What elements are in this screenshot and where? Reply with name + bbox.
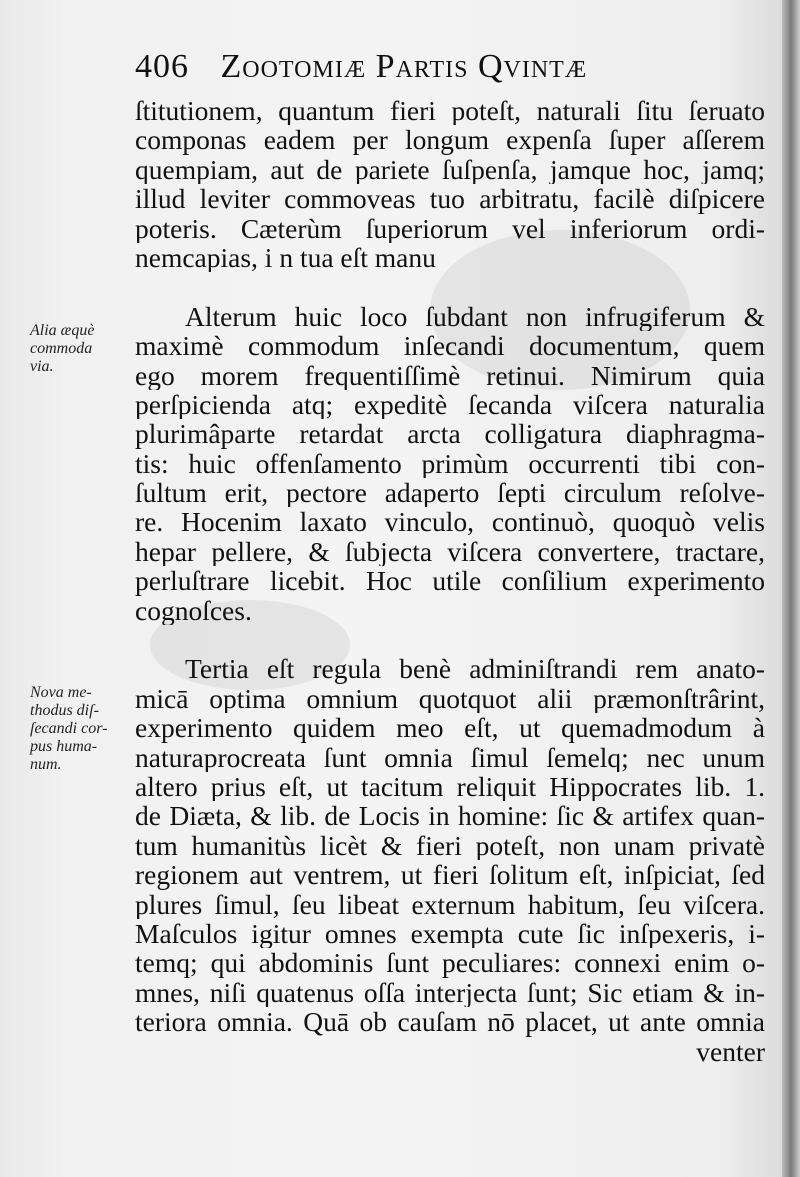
margin-note-line: Nova me- bbox=[30, 684, 92, 701]
text-line: ego morem frequentiſſimè retinui. Nimirum quia bbox=[135, 360, 765, 390]
text-line: altero prius eſt, ut tacitum reliquit Hippocrates lib. 1. bbox=[135, 771, 765, 802]
text-line: mnes, niſi quatenus oſſa interjecta ſunt; Sic etiam & in- bbox=[135, 977, 765, 1008]
margin-note-line: ſecandi cor- bbox=[30, 720, 108, 737]
text-line: regionem aut ventrem, ut fieri ſolitum eſt, inſpiciat, ſed bbox=[135, 860, 765, 890]
text-line: perluſtrare licebit. Hoc utile conſilium experimento bbox=[135, 566, 765, 596]
text-line: ſtitutionem, quantum fieri poteſt, naturali ſitu ſeruato bbox=[135, 96, 765, 126]
margin-note-line: thodus diſ- bbox=[30, 702, 99, 719]
text-body bbox=[135, 96, 765, 1066]
text-line: de Diæta, & lib. de Locis in homine: ſic & artifex quan- bbox=[135, 801, 765, 831]
text-line: illud leviter commoveas tuo arbitratu, facilè diſpicere bbox=[135, 184, 765, 214]
running-header bbox=[135, 48, 765, 92]
text-line: cognoſces. bbox=[135, 595, 252, 626]
text-line: naturaprocreata ſunt omnia ſimul ſemelq; nec unum bbox=[135, 742, 765, 772]
text-line: nemcapias, i n tua eſt manu bbox=[135, 242, 436, 273]
margin-note-line: Alia æquè bbox=[30, 322, 95, 339]
text-line: hepar pellere, & ſubjecta viſcera convertere, tractare, bbox=[135, 536, 765, 567]
text-line: tum humanitùs licèt & fieri poteſt, non unam privatè bbox=[135, 830, 765, 861]
text-line: re. Hocenim laxato vinculo, continuò, quoquò velis bbox=[135, 507, 765, 537]
text-line: ſultum erit, pectore adaperto ſepti circulum reſolve- bbox=[135, 478, 765, 508]
text-line: Maſculos igitur omnes exempta cute ſic inſpexeris, i- bbox=[135, 918, 765, 949]
text-line: plurimâparte retardat arcta colligatura diaphragma- bbox=[135, 419, 765, 449]
margin-note bbox=[30, 322, 130, 376]
text-line: Alterum huic loco ſubdant non infrugiferum & bbox=[185, 301, 765, 332]
page-number: 406 bbox=[135, 48, 189, 85]
paragraph bbox=[135, 302, 765, 625]
text-line: experimento quidem meo eſt, ut quemadmodum à bbox=[135, 713, 765, 743]
margin-note-line: num. bbox=[30, 756, 62, 773]
paragraph bbox=[135, 96, 765, 272]
running-title: Zootomiæ Partis Qvintæ bbox=[220, 48, 588, 85]
margin-note-line: commoda bbox=[30, 340, 93, 357]
margin-note-line: pus huma- bbox=[30, 738, 98, 755]
margin-note bbox=[30, 684, 130, 774]
text-line: poteris. Cæterùm ſuperiorum vel inferiorum ordi- bbox=[135, 213, 765, 243]
text-line: Tertia eſt regula benè adminiſtrandi rem anato- bbox=[185, 654, 765, 684]
text-line: temq; qui abdominis ſunt peculiares: connexi enim o- bbox=[135, 948, 765, 978]
text-line: tis: huic offenſamento primùm occurrenti tibi con- bbox=[135, 448, 765, 479]
margin-note-line: via. bbox=[30, 358, 54, 375]
text-line: micā optima omnium quotquot alii præmonſtrârint, bbox=[135, 683, 765, 714]
catchword: venter bbox=[696, 1036, 765, 1066]
text-line: maximè commodum inſecandi documentum, quem bbox=[135, 331, 765, 361]
text-line: teriora omnia. Quā ob cauſam nō placet, ut ante omnia bbox=[135, 1007, 765, 1037]
text-line: plures ſimul, ſeu libeat externum habitum, ſeu viſcera. bbox=[135, 889, 765, 919]
page-edge-shadow bbox=[782, 0, 800, 1177]
paragraph bbox=[135, 654, 765, 1036]
text-line: componas eadem per longum expenſa ſuper aſſerem bbox=[135, 125, 765, 155]
text-line: quempiam, aut de pariete ſuſpenſa, jamque hoc, jamq; bbox=[135, 154, 765, 185]
text-line: perſpicienda atq; expeditè ſecanda viſcera naturalia bbox=[135, 389, 765, 420]
